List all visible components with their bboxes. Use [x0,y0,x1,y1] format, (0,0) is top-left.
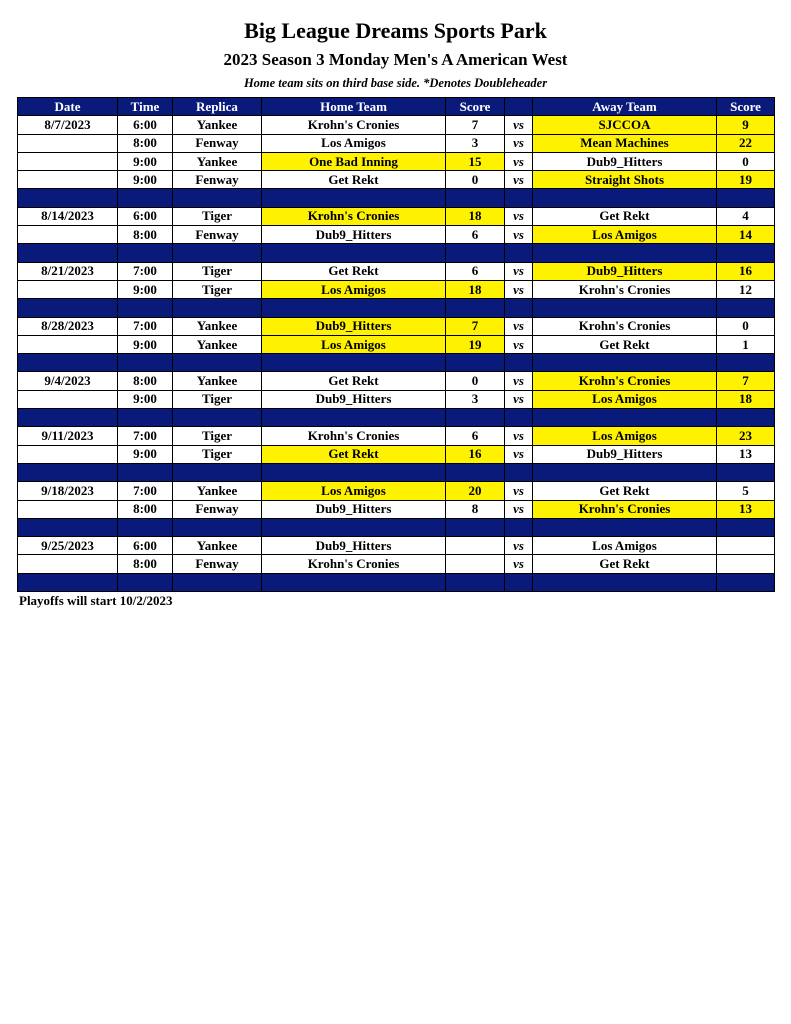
away-score-cell: 13 [717,500,775,518]
separator-cell [118,518,173,536]
separator-cell [717,573,775,591]
away-team-cell: Krohn's Cronies [533,280,717,298]
away-team-cell: SJCCOA [533,116,717,134]
separator-cell [262,409,446,427]
away-team-cell: Dub9_Hitters [533,262,717,280]
header-away-team: Away Team [533,98,717,116]
away-score-cell [717,555,775,573]
home-team-cell: Dub9_Hitters [262,226,446,244]
separator-cell [717,409,775,427]
separator-cell [505,409,533,427]
separator-cell [505,463,533,481]
schedule-note: Home team sits on third base side. *Denotes Doubleheader [243,76,548,90]
separator-cell [262,244,446,262]
separator-cell [173,244,262,262]
home-score-cell: 20 [446,482,505,500]
date-cell: 8/7/2023 [18,116,118,134]
separator-row [18,463,775,481]
header-replica: Replica [173,98,262,116]
separator-cell [446,518,505,536]
separator-cell [446,409,505,427]
replica-cell: Fenway [173,226,262,244]
table-row [18,482,775,500]
replica-cell: Fenway [173,500,262,518]
time-cell: 9:00 [118,152,173,170]
separator-cell [18,299,118,317]
replica-cell: Tiger [173,427,262,445]
table-row [18,226,775,244]
away-team-cell: Los Amigos [533,537,717,555]
header-home-team: Home Team [262,98,446,116]
vs-cell: vs [505,390,533,408]
separator-cell [505,573,533,591]
header-away-score: Score [717,98,775,116]
schedule-table [17,97,775,592]
time-cell: 8:00 [118,555,173,573]
away-score-cell: 19 [717,171,775,189]
away-team-cell: Krohn's Cronies [533,500,717,518]
away-team-cell: Straight Shots [533,171,717,189]
header-row [18,98,775,116]
away-score-cell: 9 [717,116,775,134]
away-team-cell: Krohn's Cronies [533,372,717,390]
separator-cell [446,354,505,372]
away-score-cell: 5 [717,482,775,500]
separator-cell [717,518,775,536]
home-team-cell: Dub9_Hitters [262,390,446,408]
separator-cell [262,463,446,481]
separator-cell [446,189,505,207]
table-row [18,280,775,298]
away-score-cell: 22 [717,134,775,152]
header-home-score: Score [446,98,505,116]
away-score-cell [717,537,775,555]
table-row [18,116,775,134]
date-cell [18,134,118,152]
separator-cell [18,573,118,591]
date-cell [18,171,118,189]
separator-cell [118,244,173,262]
playoffs-note: Playoffs will start 10/2/2023 [19,593,173,608]
replica-cell: Tiger [173,445,262,463]
table-row [18,134,775,152]
replica-cell: Yankee [173,335,262,353]
separator-cell [446,463,505,481]
date-cell: 8/28/2023 [18,317,118,335]
replica-cell: Tiger [173,207,262,225]
table-row [18,317,775,335]
home-team-cell: Dub9_Hitters [262,537,446,555]
separator-cell [505,299,533,317]
home-score-cell: 15 [446,152,505,170]
date-cell: 8/21/2023 [18,262,118,280]
away-score-cell: 13 [717,445,775,463]
replica-cell: Yankee [173,152,262,170]
table-row [18,152,775,170]
separator-cell [262,189,446,207]
separator-cell [505,189,533,207]
separator-cell [173,518,262,536]
replica-cell: Tiger [173,390,262,408]
separator-cell [533,463,717,481]
separator-cell [717,244,775,262]
home-score-cell: 19 [446,335,505,353]
table-row [18,537,775,555]
time-cell: 8:00 [118,226,173,244]
home-score-cell: 18 [446,280,505,298]
date-cell: 9/11/2023 [18,427,118,445]
replica-cell: Yankee [173,116,262,134]
separator-cell [262,518,446,536]
vs-cell: vs [505,482,533,500]
separator-cell [446,299,505,317]
page-subtitle: 2023 Season 3 Monday Men's A American West [223,50,568,69]
separator-cell [118,299,173,317]
away-team-cell: Get Rekt [533,482,717,500]
separator-cell [118,409,173,427]
separator-cell [173,409,262,427]
away-score-cell: 14 [717,226,775,244]
time-cell: 9:00 [118,280,173,298]
home-score-cell: 3 [446,134,505,152]
separator-cell [262,354,446,372]
home-team-cell: Los Amigos [262,482,446,500]
separator-row [18,189,775,207]
date-cell [18,445,118,463]
separator-row [18,518,775,536]
home-team-cell: One Bad Inning [262,152,446,170]
away-score-cell: 12 [717,280,775,298]
separator-row [18,354,775,372]
replica-cell: Tiger [173,280,262,298]
away-team-cell: Dub9_Hitters [533,445,717,463]
header-date: Date [18,98,118,116]
time-cell: 8:00 [118,134,173,152]
away-score-cell: 18 [717,390,775,408]
separator-cell [18,518,118,536]
header-vs [505,98,533,116]
home-team-cell: Get Rekt [262,171,446,189]
date-cell [18,226,118,244]
home-score-cell: 18 [446,207,505,225]
away-team-cell: Get Rekt [533,555,717,573]
vs-cell: vs [505,555,533,573]
home-score-cell: 7 [446,317,505,335]
replica-cell: Fenway [173,171,262,189]
away-team-cell: Los Amigos [533,226,717,244]
replica-cell: Yankee [173,537,262,555]
home-team-cell: Krohn's Cronies [262,116,446,134]
vs-cell: vs [505,537,533,555]
home-score-cell: 0 [446,372,505,390]
home-team-cell: Dub9_Hitters [262,500,446,518]
away-team-cell: Mean Machines [533,134,717,152]
home-team-cell: Dub9_Hitters [262,317,446,335]
separator-cell [717,299,775,317]
table-row [18,372,775,390]
separator-cell [533,409,717,427]
vs-cell: vs [505,226,533,244]
schedule-body [18,116,775,592]
away-score-cell: 4 [717,207,775,225]
separator-cell [118,354,173,372]
table-row [18,427,775,445]
home-team-cell: Los Amigos [262,280,446,298]
separator-cell [18,354,118,372]
home-score-cell: 16 [446,445,505,463]
separator-cell [533,573,717,591]
vs-cell: vs [505,152,533,170]
home-team-cell: Get Rekt [262,372,446,390]
vs-cell: vs [505,317,533,335]
away-score-cell: 16 [717,262,775,280]
time-cell: 6:00 [118,116,173,134]
separator-cell [18,189,118,207]
replica-cell: Fenway [173,134,262,152]
home-team-cell: Krohn's Cronies [262,207,446,225]
table-row [18,500,775,518]
vs-cell: vs [505,262,533,280]
separator-cell [533,518,717,536]
home-score-cell: 6 [446,226,505,244]
separator-cell [173,354,262,372]
separator-cell [118,189,173,207]
home-score-cell: 6 [446,262,505,280]
separator-cell [118,463,173,481]
separator-cell [262,573,446,591]
away-score-cell: 7 [717,372,775,390]
replica-cell: Fenway [173,555,262,573]
vs-cell: vs [505,134,533,152]
separator-cell [505,354,533,372]
time-cell: 9:00 [118,390,173,408]
table-row [18,390,775,408]
separator-cell [533,354,717,372]
separator-cell [18,409,118,427]
home-score-cell: 3 [446,390,505,408]
away-score-cell: 0 [717,317,775,335]
date-cell [18,555,118,573]
vs-cell: vs [505,116,533,134]
time-cell: 6:00 [118,537,173,555]
vs-cell: vs [505,280,533,298]
table-row [18,335,775,353]
time-cell: 9:00 [118,335,173,353]
date-cell: 9/4/2023 [18,372,118,390]
separator-cell [446,573,505,591]
separator-cell [533,299,717,317]
home-score-cell: 7 [446,116,505,134]
table-row [18,171,775,189]
home-team-cell: Los Amigos [262,134,446,152]
vs-cell: vs [505,372,533,390]
home-team-cell: Krohn's Cronies [262,555,446,573]
home-team-cell: Krohn's Cronies [262,427,446,445]
away-team-cell: Get Rekt [533,207,717,225]
separator-row [18,573,775,591]
away-team-cell: Dub9_Hitters [533,152,717,170]
date-cell [18,335,118,353]
date-cell: 9/18/2023 [18,482,118,500]
time-cell: 7:00 [118,482,173,500]
vs-cell: vs [505,427,533,445]
vs-cell: vs [505,207,533,225]
separator-cell [717,189,775,207]
table-row [18,262,775,280]
time-cell: 6:00 [118,207,173,225]
home-score-cell: 0 [446,171,505,189]
separator-cell [505,244,533,262]
separator-cell [173,573,262,591]
separator-cell [505,518,533,536]
separator-cell [717,354,775,372]
date-cell [18,280,118,298]
replica-cell: Yankee [173,482,262,500]
separator-cell [262,299,446,317]
away-team-cell: Krohn's Cronies [533,317,717,335]
separator-cell [533,189,717,207]
date-cell [18,390,118,408]
away-score-cell: 23 [717,427,775,445]
time-cell: 7:00 [118,317,173,335]
time-cell: 8:00 [118,500,173,518]
away-team-cell: Los Amigos [533,390,717,408]
separator-cell [173,299,262,317]
table-row [18,445,775,463]
separator-cell [717,463,775,481]
home-team-cell: Get Rekt [262,445,446,463]
separator-cell [533,244,717,262]
table-row [18,555,775,573]
date-cell: 8/14/2023 [18,207,118,225]
separator-row [18,409,775,427]
date-cell: 9/25/2023 [18,537,118,555]
separator-cell [18,463,118,481]
separator-row [18,244,775,262]
vs-cell: vs [505,335,533,353]
separator-row [18,299,775,317]
separator-cell [118,573,173,591]
away-score-cell: 1 [717,335,775,353]
time-cell: 7:00 [118,427,173,445]
vs-cell: vs [505,500,533,518]
page-title: Big League Dreams Sports Park [244,18,547,43]
replica-cell: Yankee [173,372,262,390]
time-cell: 9:00 [118,171,173,189]
replica-cell: Tiger [173,262,262,280]
time-cell: 7:00 [118,262,173,280]
date-cell [18,152,118,170]
time-cell: 8:00 [118,372,173,390]
vs-cell: vs [505,445,533,463]
separator-cell [446,244,505,262]
separator-cell [173,189,262,207]
away-team-cell: Los Amigos [533,427,717,445]
replica-cell: Yankee [173,317,262,335]
separator-cell [18,244,118,262]
home-team-cell: Get Rekt [262,262,446,280]
date-cell [18,500,118,518]
away-score-cell: 0 [717,152,775,170]
time-cell: 9:00 [118,445,173,463]
home-score-cell: 6 [446,427,505,445]
home-score-cell [446,537,505,555]
home-score-cell: 8 [446,500,505,518]
home-team-cell: Los Amigos [262,335,446,353]
vs-cell: vs [505,171,533,189]
separator-cell [173,463,262,481]
away-team-cell: Get Rekt [533,335,717,353]
table-row [18,207,775,225]
header-time: Time [118,98,173,116]
home-score-cell [446,555,505,573]
